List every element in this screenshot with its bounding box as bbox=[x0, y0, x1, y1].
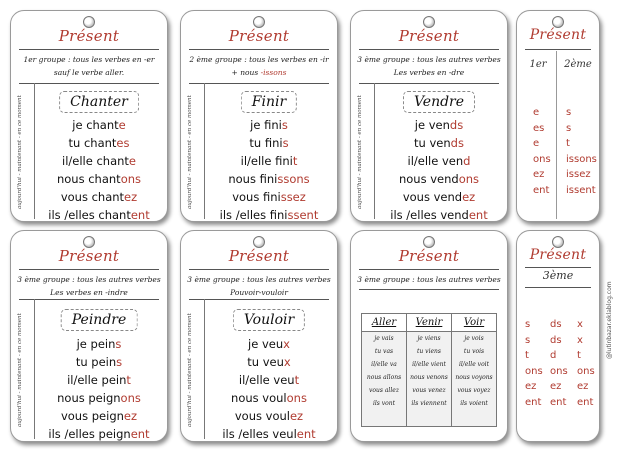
card-title: Présent bbox=[398, 27, 460, 45]
divider bbox=[19, 49, 159, 50]
divider bbox=[19, 299, 159, 300]
credit-text: @lutinbazar.eklablog.com bbox=[606, 281, 613, 359]
desc-line-2: sauf le verbe aller. bbox=[53, 68, 125, 77]
column-head: Aller bbox=[362, 314, 406, 332]
table-cell: ils viennent bbox=[411, 400, 447, 407]
card-title: Présent bbox=[529, 247, 587, 263]
conjugation-row: tu chantes bbox=[68, 136, 130, 150]
verb-box: Chanter bbox=[59, 91, 139, 113]
table-cell: ils vont bbox=[372, 400, 396, 407]
card-description bbox=[357, 53, 501, 79]
desc-line-1: 3 ème groupe : tous les autres verbes bbox=[357, 55, 501, 64]
column-divider bbox=[556, 51, 557, 219]
desc-line-1: 3 ème groupe : tous les autres verbes bbox=[187, 275, 331, 284]
conjugation-list bbox=[35, 116, 163, 222]
table-cell: il/elle voit bbox=[458, 361, 490, 368]
table-cell: il/elle vient bbox=[412, 361, 446, 368]
card-description bbox=[187, 273, 331, 299]
table-cell: tu vois bbox=[463, 348, 485, 355]
endings-first-group: e es e ons ez ent bbox=[533, 107, 551, 196]
card-first-group bbox=[10, 10, 168, 222]
conjugation-row: vous finissez bbox=[232, 190, 306, 204]
table-cell: vous voyez bbox=[457, 387, 491, 394]
card-title: Présent bbox=[228, 247, 290, 265]
card-title: Présent bbox=[228, 27, 290, 45]
desc-line-1: 2 ème groupe : tous les verbes en -ir bbox=[189, 55, 329, 64]
side-note: aujourd'hui - maintenant - en ce moment bbox=[17, 313, 23, 427]
divider bbox=[359, 269, 499, 270]
conjugation-row: il/elle vend bbox=[407, 154, 471, 168]
card-description bbox=[357, 273, 501, 286]
card-description bbox=[17, 53, 161, 79]
conjugation-row: il/elle finit bbox=[240, 154, 298, 168]
card-second-group bbox=[180, 10, 338, 222]
conjugation-row: ils /elles peignent bbox=[48, 427, 150, 441]
desc-line-1: 1er groupe : tous les verbes en -er bbox=[23, 55, 155, 64]
divider bbox=[359, 289, 499, 290]
endings-third-group-2: ds ds d ons ez ent bbox=[550, 319, 568, 408]
conjugation-list bbox=[35, 335, 163, 442]
table-cell: il/elle va bbox=[371, 361, 397, 368]
conjugation-row: il/elle chante bbox=[62, 154, 136, 168]
column-head: Venir bbox=[407, 314, 451, 332]
conjugation-row: nous voulons bbox=[231, 391, 307, 405]
divider bbox=[525, 49, 591, 50]
column-head-second-group: 2ème bbox=[564, 59, 592, 70]
card-title: Présent bbox=[58, 247, 120, 265]
conjugation-row: ils /elles chantent bbox=[48, 208, 150, 222]
verb-box: Vendre bbox=[403, 91, 475, 113]
desc-line-1: 3 ème groupe : tous les autres verbes bbox=[17, 275, 161, 284]
verb-box: Vouloir bbox=[233, 309, 305, 331]
conjugation-row: il/elle veut bbox=[238, 373, 300, 387]
table-cell: nous venons bbox=[410, 374, 448, 381]
column-head-first-group: 1er bbox=[529, 59, 547, 70]
card-irregular-verbs bbox=[350, 230, 508, 442]
conjugation-row: je finis bbox=[250, 118, 288, 132]
conjugation-row: nous finissons bbox=[228, 172, 310, 186]
endings-third-group-3: x x t ons ez ent bbox=[577, 319, 595, 408]
divider bbox=[189, 299, 329, 300]
irregular-verb-table bbox=[361, 313, 497, 427]
divider bbox=[525, 267, 591, 268]
conjugation-row: nous chantons bbox=[56, 172, 142, 186]
side-note: aujourd'hui - maintenant - en ce moment bbox=[357, 95, 363, 209]
verb-column-venir bbox=[407, 314, 452, 426]
table-cell: vous allez bbox=[369, 387, 399, 394]
card-summary-3 bbox=[516, 230, 600, 442]
table-cell: ils voient bbox=[460, 400, 488, 407]
desc-line-2: Les verbes en -indre bbox=[50, 288, 128, 297]
card-description bbox=[17, 273, 161, 299]
verb-column-voir bbox=[452, 314, 496, 426]
conjugation-row: vous chantez bbox=[60, 190, 138, 204]
conjugation-row: tu finis bbox=[249, 136, 289, 150]
column-head: Voir bbox=[452, 314, 496, 332]
divider bbox=[189, 49, 329, 50]
desc-line-2: + nous -issons bbox=[231, 68, 287, 77]
conjugation-row: je peins bbox=[76, 337, 122, 351]
desc-line-2: Les verbes en -dre bbox=[393, 68, 465, 77]
table-cell: nous allons bbox=[366, 374, 402, 381]
side-note: aujourd'hui - maintenant - en ce moment bbox=[187, 313, 193, 427]
card-third-group-vouloir bbox=[180, 230, 338, 442]
conjugation-row: vous vendez bbox=[402, 190, 476, 204]
divider bbox=[189, 269, 329, 270]
endings-second-group: s s t issons issez issent bbox=[566, 107, 597, 196]
conjugation-row: tu peins bbox=[75, 355, 123, 369]
table-cell: je vois bbox=[464, 335, 484, 342]
conjugation-row: nous peignons bbox=[57, 391, 141, 405]
card-description bbox=[187, 53, 331, 79]
conjugation-row: vous peignez bbox=[60, 409, 138, 423]
table-cell: tu viens bbox=[417, 348, 441, 355]
conjugation-list bbox=[205, 116, 333, 222]
conjugation-row: vous voulez bbox=[234, 409, 304, 423]
conjugation-list bbox=[205, 335, 333, 442]
divider bbox=[189, 83, 329, 84]
divider bbox=[19, 269, 159, 270]
conjugation-list bbox=[375, 116, 503, 222]
table-cell: je vais bbox=[374, 335, 394, 342]
conjugation-row: ils /elles finissent bbox=[219, 208, 319, 222]
conjugation-row: je chante bbox=[72, 118, 126, 132]
verb-box: Peindre bbox=[61, 309, 138, 331]
verb-box: Finir bbox=[241, 91, 297, 113]
card-third-group-dre bbox=[350, 10, 508, 222]
conjugation-row: tu vends bbox=[414, 136, 464, 150]
table-cell: je viens bbox=[417, 335, 441, 342]
divider bbox=[359, 83, 499, 84]
card-title: Présent bbox=[398, 247, 460, 265]
desc-line-1: 3 ème groupe : tous les autres verbes bbox=[357, 275, 501, 284]
conjugation-row: ils /elles vendent bbox=[390, 208, 488, 222]
table-cell: tu vas bbox=[374, 348, 394, 355]
card-summary-1-2 bbox=[516, 10, 600, 222]
side-note: aujourd'hui - maintenant - en ce moment bbox=[187, 95, 193, 209]
conjugation-row: je vends bbox=[414, 118, 464, 132]
side-note: aujourd'hui - maintenant - en ce moment bbox=[17, 95, 23, 209]
verb-column-aller bbox=[362, 314, 407, 426]
divider bbox=[525, 287, 591, 288]
table-cell: nous voyons bbox=[455, 374, 493, 381]
endings-third-group-1: s s t ons ez ent bbox=[525, 319, 543, 408]
divider bbox=[359, 49, 499, 50]
conjugation-row: je veux bbox=[248, 337, 290, 351]
divider bbox=[19, 83, 159, 84]
card-title: Présent bbox=[529, 27, 587, 43]
table-cell: vous venez bbox=[412, 387, 446, 394]
conjugation-row: nous vendons bbox=[398, 172, 480, 186]
card-third-group-indre bbox=[10, 230, 168, 442]
conjugation-row: tu veux bbox=[247, 355, 291, 369]
conjugation-row: il/elle peint bbox=[67, 373, 131, 387]
column-head-third-group: 3ème bbox=[542, 269, 574, 282]
card-title: Présent bbox=[58, 27, 120, 45]
desc-line-2: Pouvoir-vouloir bbox=[230, 288, 288, 297]
conjugation-row: ils /elles veulent bbox=[222, 427, 316, 441]
